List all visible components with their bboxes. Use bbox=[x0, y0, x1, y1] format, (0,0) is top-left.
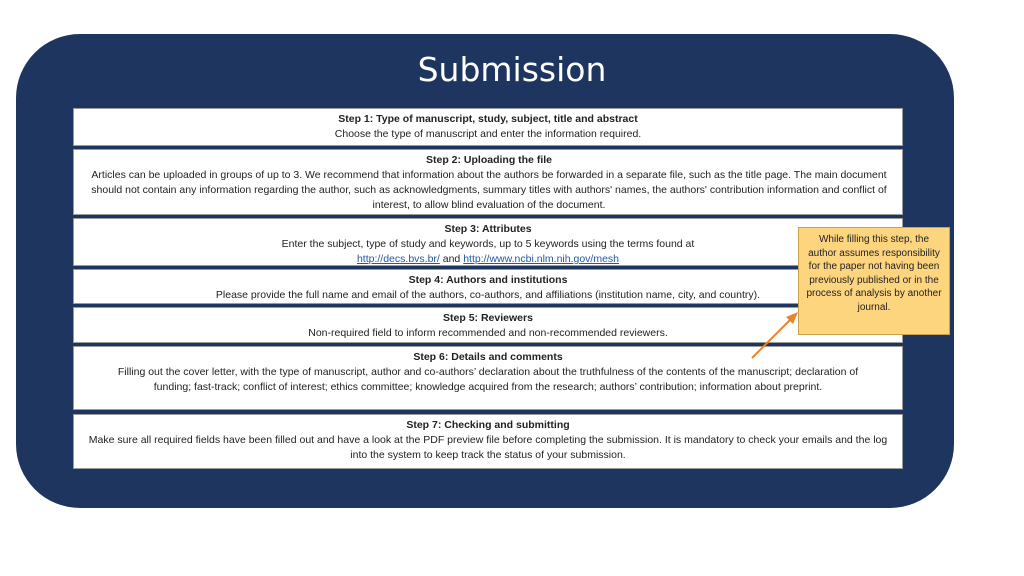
decs-link[interactable]: http://decs.bvs.br/ bbox=[356, 253, 440, 265]
step-3-conj: and bbox=[442, 253, 461, 265]
callout-note: While filling this step, the author assumes responsibility for the paper not having been previously published or in the process of analysis by another journal. bbox=[798, 227, 950, 335]
step-4-box bbox=[73, 269, 903, 304]
step-3-body: Enter the subject, type of study and keywords, up to 5 keywords using the terms found at bbox=[281, 238, 695, 250]
mesh-link[interactable]: http://www.ncbi.nlm.nih.gov/mesh bbox=[463, 253, 620, 265]
step-1-title: Step 1: Type of manuscript, study, subject, title and abstract bbox=[338, 113, 638, 125]
step-7-body: Make sure all required fields have been filled out and have a look at the PDF preview file before completing the submission. It is mandatory to check your emails and the log into the system to keep track the status of your submission. bbox=[88, 434, 888, 461]
step-5-box bbox=[73, 307, 903, 343]
step-7-box bbox=[73, 414, 903, 469]
step-2-box bbox=[73, 149, 903, 215]
step-2-title: Step 2: Uploading the file bbox=[425, 154, 552, 166]
step-5-body: Non-required field to inform recommended and non-recommended reviewers. bbox=[308, 327, 668, 339]
step-6-title: Step 6: Details and comments bbox=[413, 351, 563, 363]
step-3-box bbox=[73, 218, 903, 266]
step-3-links bbox=[82, 252, 894, 267]
step-6-box bbox=[73, 346, 903, 410]
step-7-title: Step 7: Checking and submitting bbox=[406, 419, 570, 431]
step-6-body: Filling out the cover letter, with the type of manuscript, author and co-authors’ declaration about the truthfulness of the contents of the manuscript; declaration of funding; fast-track; conflict of interest; ethics committee; knowledge acquired from the research; authors’ contribution; information about preprint. bbox=[117, 366, 859, 393]
step-1-body: Choose the type of manuscript and enter the information required. bbox=[334, 128, 642, 140]
step-4-body: Please provide the full name and email of the authors, co-authors, and affiliations (institution name, city, and country). bbox=[215, 289, 761, 301]
step-1-box bbox=[73, 108, 903, 146]
step-4-title: Step 4: Authors and institutions bbox=[408, 274, 568, 286]
step-5-title: Step 5: Reviewers bbox=[443, 312, 533, 324]
page-title: Submission bbox=[417, 50, 607, 89]
step-3-title: Step 3: Attributes bbox=[444, 223, 532, 235]
step-2-body: Articles can be uploaded in groups of up to 3. We recommend that information about the authors be forwarded in a separate file, such as the title page. The main document should not contain any information regarding the author, such as acknowledgments, summary titles with authors' names, the authors' contribution information and conflict of interest, to allow blind evaluation of the document. bbox=[91, 169, 887, 211]
